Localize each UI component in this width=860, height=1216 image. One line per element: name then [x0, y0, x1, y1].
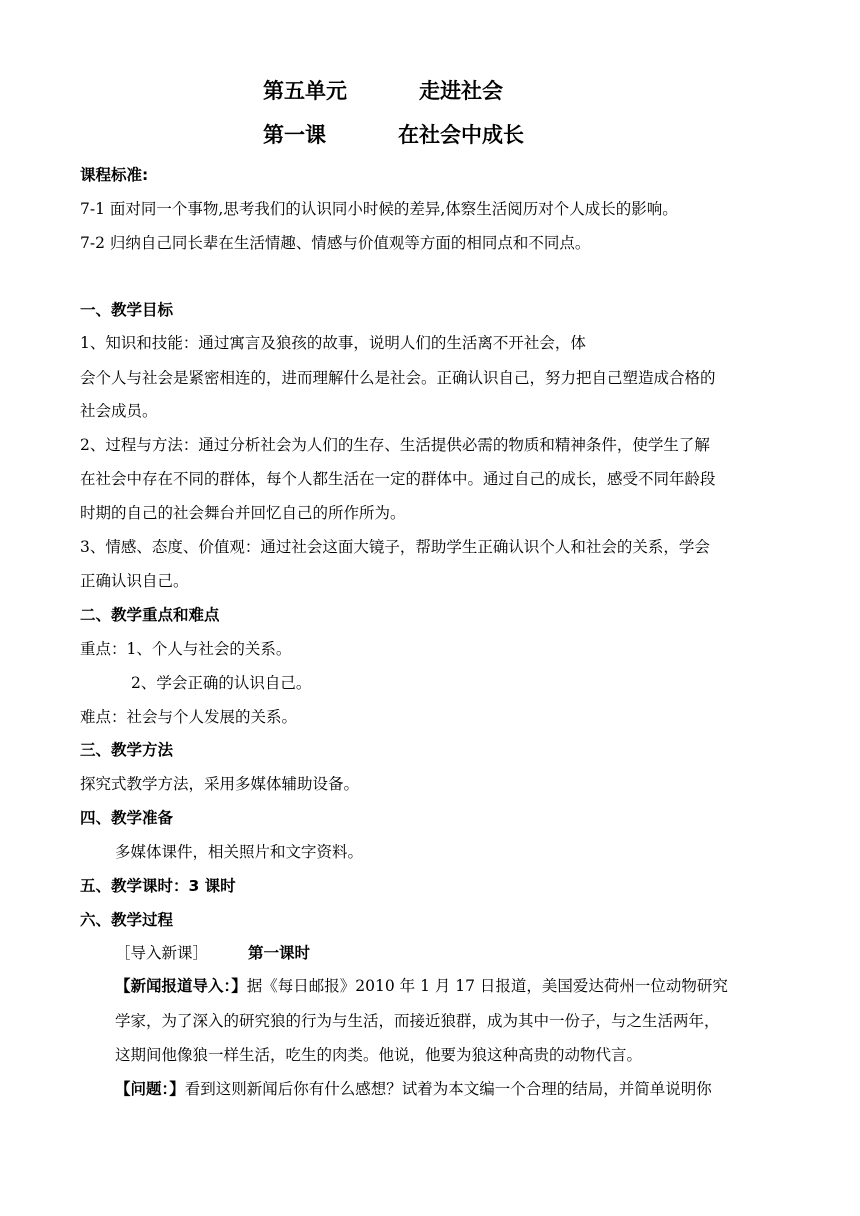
keypoint-2: 2、学会正确的认识自己。 — [131, 674, 312, 692]
goals-heading: 一、教学目标 — [80, 301, 174, 319]
goals-line-1: 1、知识和技能：通过寓言及狼孩的故事，说明人们的生活离不开社会，体 — [80, 334, 586, 352]
news-label: 【新闻报道导入：】 — [115, 977, 247, 995]
unit-number: 第五单元 — [263, 79, 347, 103]
process-heading: 六、教学过程 — [80, 911, 174, 929]
news-line-3: 这期间他像狼一样生活，吃生的肉类。他说，他要为狼这种高贵的动物代言。 — [115, 1046, 643, 1064]
intro-label: ［导入新课］ — [115, 944, 209, 962]
news-line-1 — [115, 976, 728, 996]
goals-line-7: 3、情感、态度、价值观：通过社会这面大镜子，帮助学生正确认识个人和社会的关系，学会 — [80, 538, 710, 556]
standard-item-2: 7-2 归纳自己同长辈在生活情趣、情感与价值观等方面的相同点和不同点。 — [80, 234, 591, 252]
question-label: 【问题：】 — [115, 1080, 185, 1098]
prep-heading: 四、教学准备 — [80, 809, 174, 827]
news-text-1: 据《每日邮报》2010 年 1 月 17 日报道，美国爱达荷州一位动物研究 — [246, 977, 728, 995]
prep-text: 多媒体课件，相关照片和文字资料。 — [115, 843, 364, 861]
standards-heading: 课程标准: — [80, 166, 149, 184]
goals-line-6: 时期的自己的社会舞台并回忆自己的所作所为。 — [80, 504, 406, 522]
news-line-2: 学家，为了深入的研究狼的行为与生活，而接近狼群，成为其中一份子，与之生活两年， — [115, 1012, 720, 1030]
difficulty: 难点：社会与个人发展的关系。 — [80, 708, 298, 726]
goals-line-4: 2、过程与方法：通过分析社会为人们的生存、生活提供必需的物质和精神条件，使学生了解 — [80, 436, 710, 454]
keypoints-heading: 二、教学重点和难点 — [80, 606, 220, 624]
intro-session: 第一课时 — [248, 944, 311, 962]
lesson-name: 在社会中成长 — [398, 123, 524, 147]
intro-line — [115, 943, 310, 963]
goals-line-3: 社会成员。 — [80, 402, 158, 420]
lesson-title — [263, 121, 524, 149]
unit-title — [263, 77, 503, 105]
goals-line-5: 在社会中存在不同的群体，每个人都生活在一定的群体中。通过自己的成长，感受不同年龄段 — [80, 470, 716, 488]
question-line-1 — [115, 1079, 712, 1099]
goals-line-8: 正确认识自己。 — [80, 572, 189, 590]
keypoint-1: 重点：1、个人与社会的关系。 — [80, 640, 292, 658]
method-heading: 三、教学方法 — [80, 741, 174, 759]
lesson-number: 第一课 — [263, 123, 326, 147]
standard-item-1: 7-1 面对同一个事物,思考我们的认识同小时候的差异,体察生活阅历对个人成长的影响。 — [80, 200, 678, 218]
hours-heading: 五、教学课时：3 课时 — [80, 877, 236, 895]
goals-line-2: 会个人与社会是紧密相连的，进而理解什么是社会。正确认识自己，努力把自己塑造成合格的 — [80, 369, 716, 387]
method-text: 探究式教学方法，采用多媒体辅助设备。 — [80, 775, 360, 793]
question-text-1: 看到这则新闻后你有什么感想？试着为本文编一个合理的结局，并简单说明你 — [184, 1080, 712, 1098]
unit-name: 走进社会 — [419, 79, 503, 103]
